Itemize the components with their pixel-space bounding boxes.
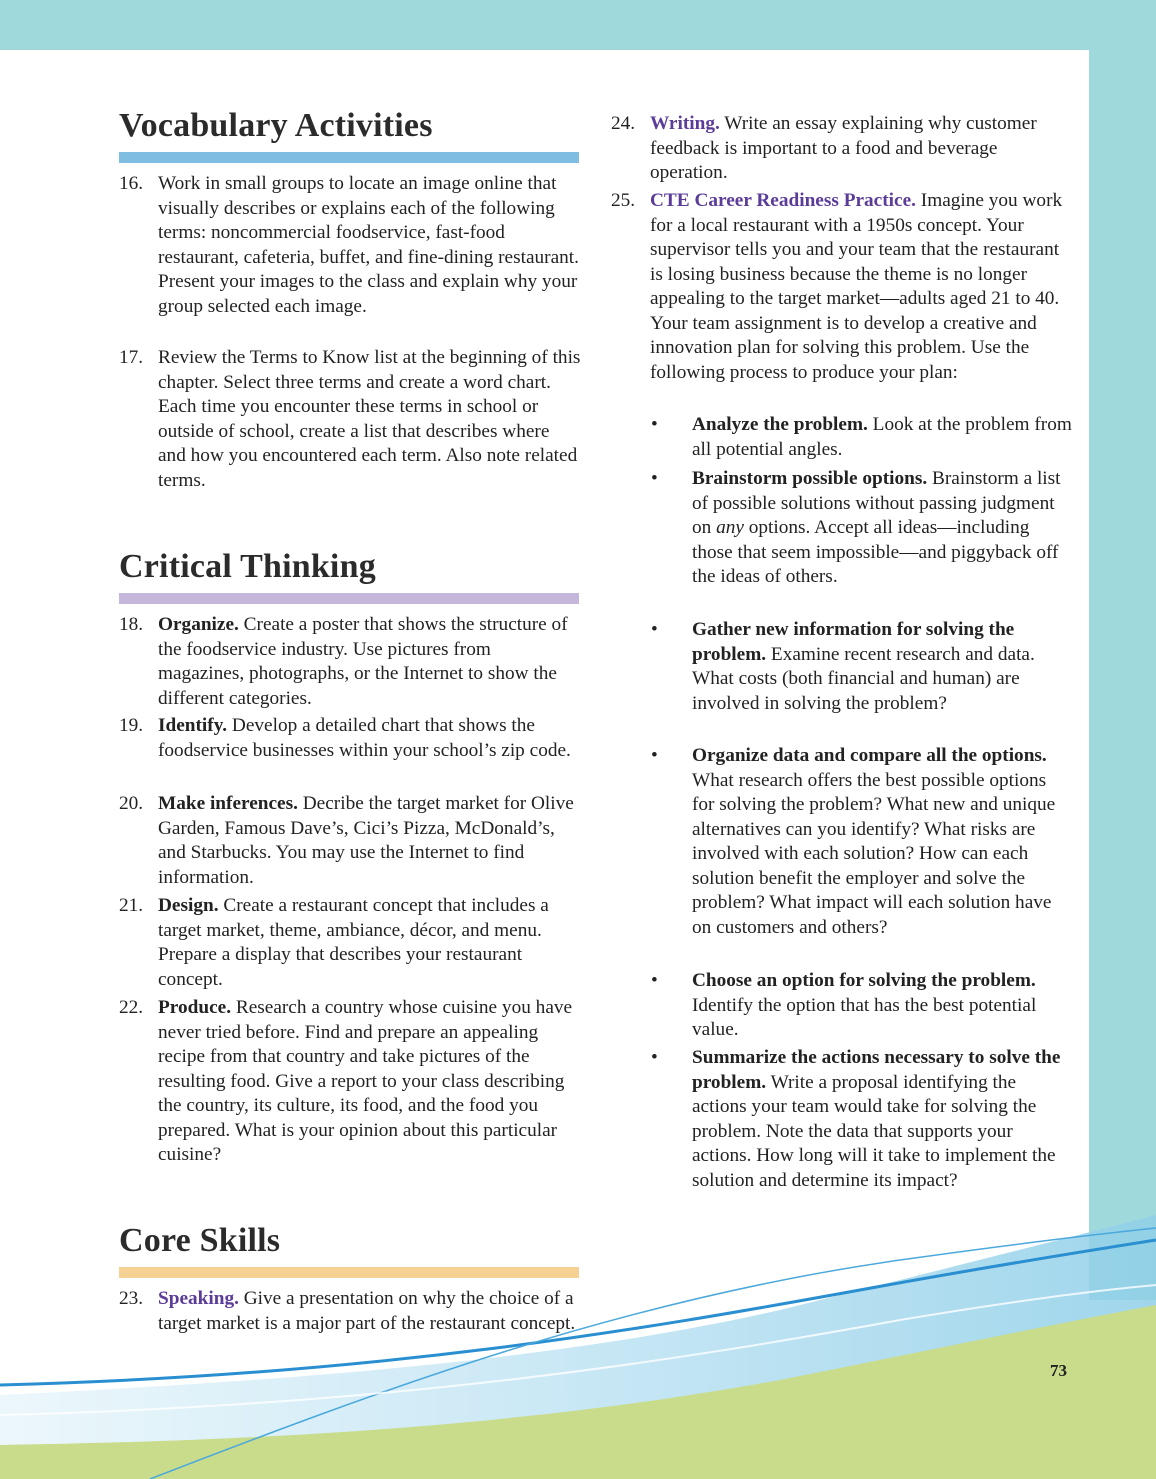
bullet-text: Brainstorm a list of possible solutions without passing judgment on	[692, 468, 1061, 538]
item-number: 24.	[611, 113, 636, 134]
bullet-symbol: •	[651, 414, 658, 435]
item-21	[119, 894, 581, 992]
item-number: 19.	[119, 715, 144, 736]
bullet-lead: Analyze the problem.	[692, 414, 868, 435]
bullet-emphasis: any	[716, 517, 744, 538]
bullet-text: Write a proposal identifying the actions your team would take for solving the problem. Note the data that supports your actions. How long will it take to implement the solution and determine its impact?	[692, 1071, 1056, 1191]
item-lead: Design.	[158, 895, 219, 916]
item-22	[119, 996, 581, 1168]
bullet-symbol: •	[651, 745, 658, 766]
rule-critical-thinking	[119, 593, 579, 604]
item-18	[119, 613, 581, 711]
item-number: 22.	[119, 997, 144, 1018]
bullet-brainstorm	[611, 467, 1073, 590]
item-lead: Make inferences.	[158, 793, 298, 814]
item-text: Decribe the target market for Olive Garden, Famous Dave’s, Cici’s Pizza, McDonald’s, and Starbucks. You may use the Internet to find information.	[158, 793, 574, 888]
bullet-lead: Choose an option for solving the problem.	[692, 970, 1036, 991]
item-19	[119, 714, 581, 763]
item-text: Create a restaurant concept that includes a target market, theme, ambiance, décor, and menu. Prepare a display that describes your restaurant concept.	[158, 895, 549, 990]
item-lead: CTE Career Readiness Practice.	[650, 190, 916, 211]
item-23	[119, 1287, 581, 1336]
item-25	[611, 189, 1073, 385]
page-number: 73	[1050, 1361, 1067, 1380]
item-lead: Produce.	[158, 997, 232, 1018]
bullet-analyze	[611, 413, 1073, 462]
bullet-lead: Summarize the actions necessary to solve the problem.	[692, 1047, 1061, 1093]
bullet-summarize	[611, 1046, 1073, 1193]
item-16	[119, 172, 581, 319]
bullet-symbol: •	[651, 468, 658, 489]
item-number: 25.	[611, 190, 636, 211]
item-lead: Speaking.	[158, 1288, 239, 1309]
item-24	[611, 112, 1073, 186]
item-text: Write an essay explaining why customer feedback is important to a food and beverage operation.	[650, 113, 1037, 183]
item-text: Review the Terms to Know list at the beginning of this chapter. Select three terms and create a word chart. Each time you encounter these terms in school or outside of school, create a list that describes where and how you encountered each term. Also note related terms.	[158, 347, 581, 491]
right-color-band	[1089, 0, 1156, 1300]
item-number: 23.	[119, 1288, 144, 1309]
bullet-symbol: •	[651, 1047, 658, 1068]
item-number: 21.	[119, 895, 144, 916]
bullet-choose	[611, 969, 1073, 1043]
rule-core-skills	[119, 1267, 579, 1278]
item-number: 17.	[119, 347, 144, 368]
bullet-text: Examine recent research and data. What costs (both financial and human) are involved in solving the problem?	[692, 643, 1035, 714]
item-text: Work in small groups to locate an image online that visually describes or explains each of the following terms: noncommercial foodservice, fast-food restaurant, cafeteria, buffet, and fine-dining restaurant. Present your images to the class and explain why your group selected each image.	[158, 173, 579, 317]
bullet-text: Identify the option that has the best potential value.	[692, 994, 1037, 1040]
item-17	[119, 346, 581, 493]
bullet-organize	[611, 744, 1073, 940]
bullet-lead: Organize data and compare all the options.	[692, 745, 1047, 766]
heading-critical-thinking: Critical Thinking	[119, 548, 376, 585]
heading-core-skills: Core Skills	[119, 1222, 281, 1259]
bullet-text: Look at the problem from all potential angles.	[692, 414, 1072, 460]
item-number: 16.	[119, 173, 144, 194]
bullet-lead: Brainstorm possible options.	[692, 468, 928, 489]
item-lead: Organize.	[158, 614, 239, 635]
heading-vocabulary-activities: Vocabulary Activities	[119, 107, 433, 144]
rule-vocabulary	[119, 152, 579, 163]
item-number: 20.	[119, 793, 144, 814]
item-text: Research a country whose cuisine you have never tried before. Find and prepare an appealing recipe from that country and take pictures of the resulting food. Give a report to your class describing the country, its culture, its food, and the food you prepared. What is your opinion about this particular cuisine?	[158, 997, 573, 1165]
top-color-band	[0, 0, 1156, 50]
bullet-symbol: •	[651, 970, 658, 991]
item-lead: Identify.	[158, 715, 228, 736]
bullet-symbol: •	[651, 619, 658, 640]
item-text: Give a presentation on why the choice of a target market is a major part of the restaurant concept.	[158, 1288, 576, 1334]
item-number: 18.	[119, 614, 144, 635]
bullet-gather	[611, 618, 1073, 716]
item-text: Create a poster that shows the structure of the foodservice industry. Use pictures from magazines, photographs, or the Internet to show the different categories.	[158, 614, 568, 709]
item-text: Develop a detailed chart that shows the foodservice businesses within your school’s zip code.	[158, 715, 571, 761]
item-20	[119, 792, 581, 890]
bullet-text: What research offers the best possible options for solving the problem? What new and unique alternatives can you identify? What risks are involved with each solution? How can each solution benefit the employer and solve the problem? What impact will each solution have on customers and others?	[692, 769, 1056, 938]
item-text: Imagine you work for a local restaurant with a 1950s concept. Your supervisor tells you and your team that the restaurant is losing business because the theme is no longer appealing to the target market—adults aged 21 to 40. Your team assignment is to develop a creative and innovation plan for solving this problem. Use the following process to produce your plan:	[650, 190, 1063, 383]
bullet-text-continued: options. Accept all ideas—including those that seem impossible—and piggyback off the ideas of others.	[692, 517, 1059, 587]
item-lead: Writing.	[650, 113, 720, 134]
bullet-lead: Gather new information for solving the problem.	[692, 619, 1015, 665]
